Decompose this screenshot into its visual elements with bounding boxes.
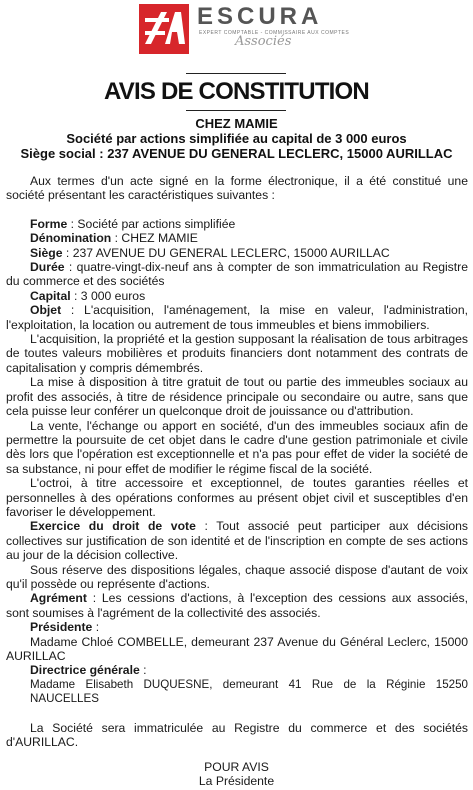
field-presidente-label bbox=[6, 620, 468, 634]
field-sep: : bbox=[92, 620, 100, 635]
field-label: Présidente bbox=[30, 620, 93, 635]
field-forme bbox=[6, 217, 468, 231]
logo-name: ESCURA bbox=[197, 3, 323, 30]
field-label: Exercice du droit de vote bbox=[30, 519, 196, 534]
field-value: : L'acquisition, l'aménagement, la mise en valeur, l'administration, l'exploitation, la location ou autrement de tous immeubles et biens immobiliers. bbox=[6, 303, 468, 332]
title-rule-bottom bbox=[186, 110, 286, 111]
field-denomination bbox=[6, 231, 468, 245]
company-name: CHEZ MAMIE bbox=[195, 116, 278, 131]
field-presidente-value: Madame Chloé COMBELLE, demeurant 237 Avenue du Général Leclerc, 15000 AURILLAC bbox=[6, 634, 468, 663]
field-siege bbox=[6, 246, 468, 260]
field-label: Objet bbox=[30, 303, 62, 318]
field-value: : Société par actions simplifiée bbox=[67, 216, 236, 231]
field-objet bbox=[6, 303, 468, 332]
field-label: Directrice générale bbox=[30, 663, 140, 678]
field-value: : 3 000 euros bbox=[70, 288, 146, 303]
field-directrice-value: Madame Elisabeth DUQUESNE, demeurant 41 Rue de la Réginie 15250 NAUCELLES bbox=[30, 677, 468, 706]
field-label: Dénomination bbox=[30, 231, 112, 246]
field-vote bbox=[6, 519, 468, 562]
objet-paragraph: L'octroi, à titre accessoire et exceptionnel, de toutes garanties réelles et personnelles à des opérations conformes au présent objet civil et susceptibles d'en favoriser le développement. bbox=[6, 476, 468, 519]
field-value: : CHEZ MAMIE bbox=[111, 231, 198, 246]
field-value: : 237 AVENUE DU GENERAL LECLERC, 15000 AURILLAC bbox=[62, 245, 390, 260]
signature-line-1: POUR AVIS bbox=[204, 760, 269, 774]
field-label: Agrément bbox=[30, 591, 87, 606]
vote-extra-paragraph: Sous réserve des dispositions légales, chaque associé dispose d'autant de voix qu'il possède ou représente d'actions. bbox=[6, 562, 468, 591]
field-value: : Les cessions d'actions, à l'exception des cessions aux associés, sont soumises à l'agrément de la collectivité des associés. bbox=[6, 591, 468, 620]
field-label: Durée bbox=[30, 260, 65, 275]
field-label: Capital bbox=[30, 288, 71, 303]
objet-paragraph: La vente, l'échange ou apport en société, d'un des immeubles sociaux afin de permettre la poursuite de cet objet dans le cadre d'une gestion patrimoniale et civile dès lors que l'opération est exceptionnelle et n'a pas pour effet de vider la société de sa substance, ni pour effet de modifier le régime fiscal de la société. bbox=[6, 418, 468, 476]
company-seat-line: Siège social : 237 AVENUE DU GENERAL LECLERC, 15000 AURILLAC bbox=[20, 146, 453, 161]
field-value: : Tout associé peut participer aux décisions collectives sur justification de son identité et de l'inscription en compte de ses actions au jour de la décision collective. bbox=[6, 519, 468, 563]
signature-line-2: La Présidente bbox=[198, 774, 275, 788]
field-sep: : bbox=[139, 663, 147, 678]
title-rule-top bbox=[186, 73, 286, 74]
field-label: Forme bbox=[30, 216, 68, 231]
closing-paragraph: La Société sera immatriculée au Registre du commerce et des sociétés d'AURILLAC. bbox=[6, 720, 468, 750]
field-value: : quatre-vingt-dix-neuf ans à compter de son immatriculation au Registre du commerce et des sociétés bbox=[6, 260, 468, 289]
field-agrement bbox=[6, 591, 468, 620]
escura-logo bbox=[139, 3, 350, 56]
field-label: Siège bbox=[30, 245, 63, 260]
logo-subtitle: EXPERT COMPTABLE - COMMISSAIRE AUX COMPTES bbox=[199, 30, 350, 36]
objet-paragraph: La mise à disposition à titre gratuit de tout ou partie des immeubles sociaux au profit des associés, à titre de résidence principale ou secondaire ou autre, sans que cela puisse leur conférer un quelconque droit de jouissance ou d'attribution. bbox=[6, 375, 468, 419]
field-duree bbox=[6, 260, 468, 289]
page-title: AVIS DE CONSTITUTION bbox=[104, 78, 369, 105]
notice-body bbox=[6, 174, 468, 749]
field-capital bbox=[6, 289, 468, 303]
logo-associes: Associés bbox=[235, 34, 292, 49]
company-form-line: Société par actions simplifiée au capital de 3 000 euros bbox=[66, 131, 407, 146]
escura-logo-mark-icon bbox=[139, 4, 189, 54]
field-directrice-label bbox=[6, 663, 468, 677]
intro-paragraph: Aux termes d'un acte signé en la forme électronique, il a été constitué une société présentant les caractéristiques suivantes : bbox=[6, 174, 468, 203]
objet-paragraph: L'acquisition, la propriété et la gestion supposant la réalisation de tous arbitrages de toutes valeurs mobilières et produits financiers dont notamment des contrats de capitalisation y compris démembrés. bbox=[6, 332, 468, 375]
